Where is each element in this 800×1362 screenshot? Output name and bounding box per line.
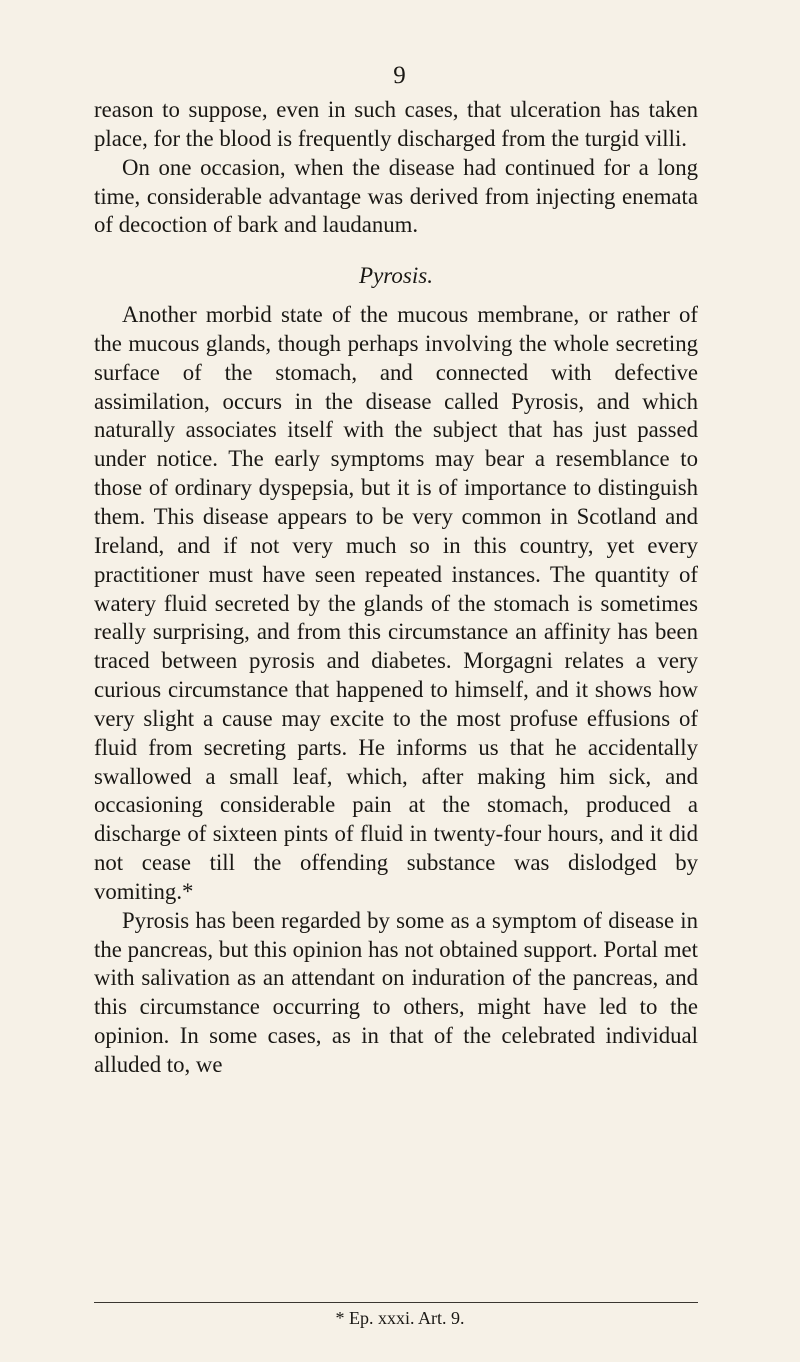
paragraph-pyrosis-description: Another morbid state of the mucous membrane, or rather of the mucous glands, though perhaps involving the whole secreting surface of the stomach, and connected with defective assimilation, occurs in the disease called Pyrosis, and which naturally associates itself with the subject that has just passed under notice. The early symptoms may bear a resemblance to those of ordinary dyspepsia, but it is of importance to distinguish them. This disease appears to be very common in Scotland and Ireland, and if not very much so in this country, yet every practitioner must have seen repeated instances. The quantity of watery fluid secreted by the glands of the stomach is sometimes really surprising, and from this circumstance an affinity has been traced between pyrosis and diabetes. Morgagni relates a very curious circumstance that happened to himself, and it shows how very slight a cause may excite to the most profuse effusions of fluid from secreting parts. He informs us that he accidentally swallowed a small leaf, which, after making him sick, and occasioning considerable pain at the stomach, produced a discharge of sixteen pints of fluid in twenty-four hours, and it did not cease till the offending substance was dislodged by vomiting.* [94, 302, 698, 904]
paragraph-enemata: On one occasion, when the disease had continued for a long time, considerable advantage was derived from injecting enemata of decoction of bark and laudanum. [94, 154, 698, 238]
page-number: 9 [393, 62, 407, 89]
footnote-rule [94, 1302, 698, 1303]
paragraph-pancreas: Pyrosis has been regarded by some as a symptom of disease in the pancreas, but this opinion has not obtained support. Portal met with salivation as an attendant on induration of the pancreas, and this circumstance occurring to others, might have led to the opinion. In some cases, as in that of the celebrated individual alluded to, we [94, 907, 698, 1077]
paragraph-continuation: reason to suppose, even in such cases, that ulceration has taken place, for the blood is frequently discharged from the turgid villi. [94, 97, 698, 151]
section-heading: Pyrosis. [359, 263, 433, 289]
body-text [94, 96, 698, 1080]
footnote: * Ep. xxxi. Art. 9. [335, 1308, 465, 1328]
